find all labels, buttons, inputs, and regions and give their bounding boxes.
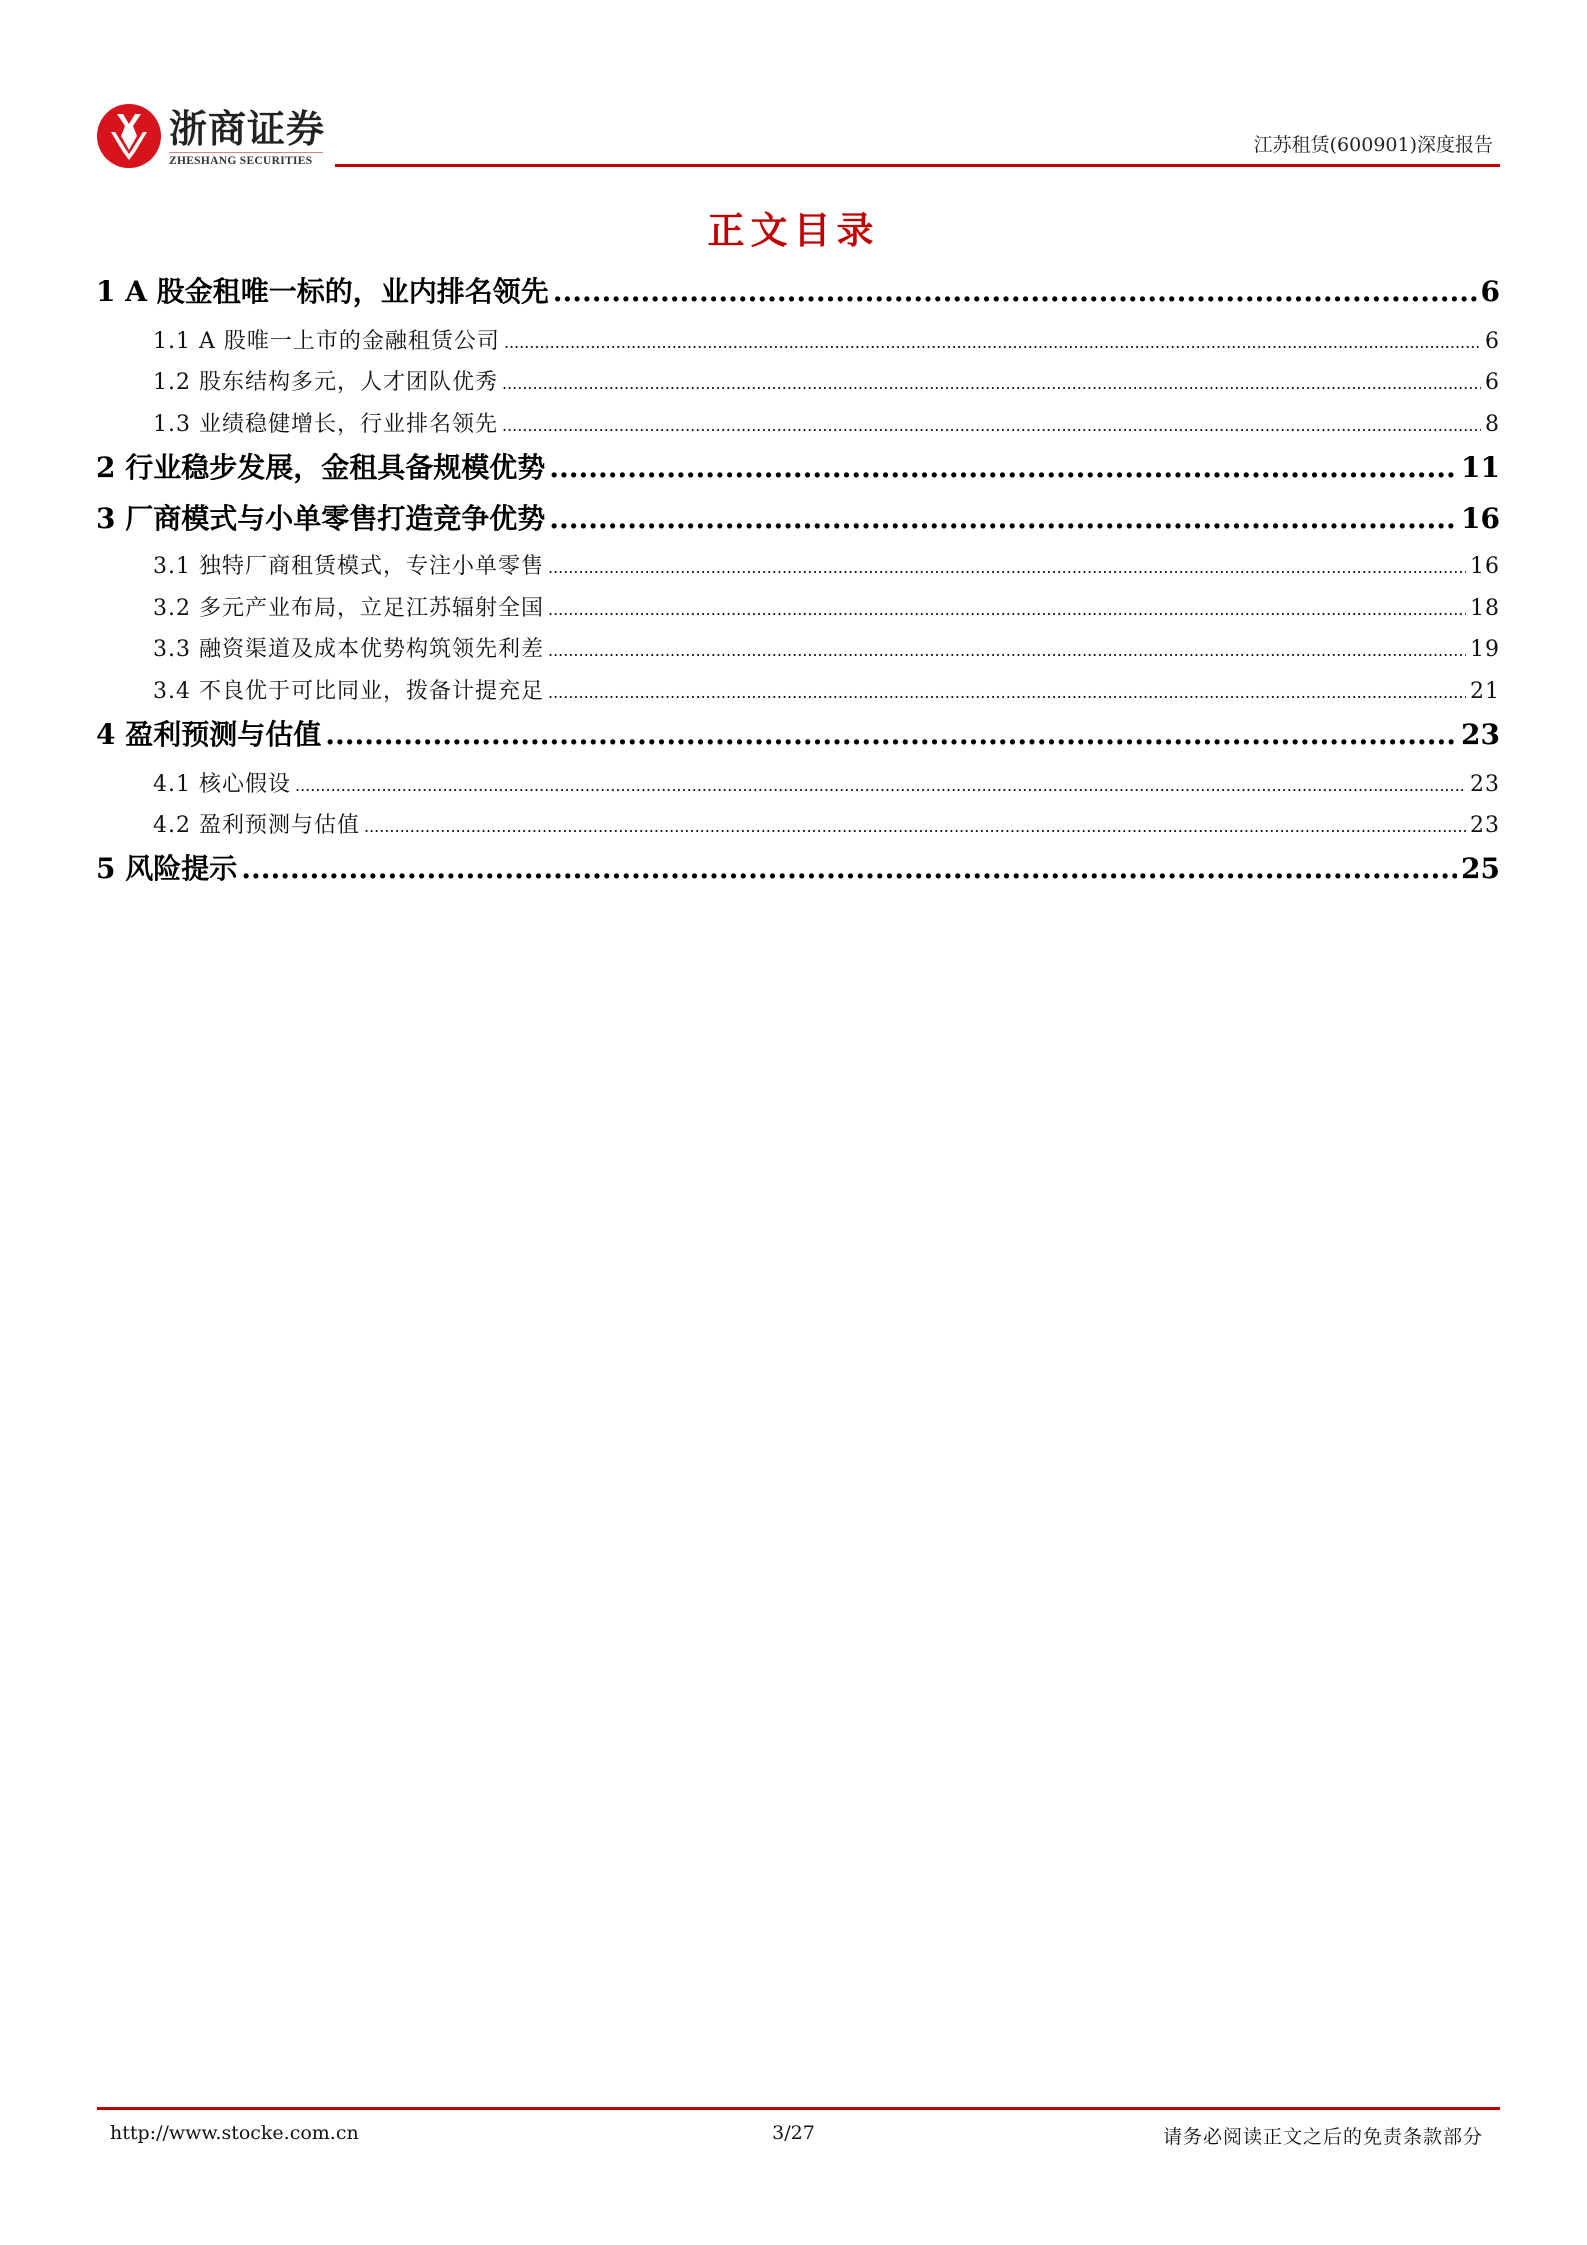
toc-entry[interactable] — [153, 674, 1500, 705]
dot-leader — [241, 852, 1457, 885]
dot-leader — [502, 374, 1481, 393]
toc-entry-page: 6 — [1485, 370, 1500, 395]
toc-entry[interactable] — [153, 591, 1500, 622]
dot-leader — [504, 333, 1481, 352]
footer-disclaimer: 请务必阅读正文之后的免责条款部分 — [1162, 2126, 1483, 2148]
footer-divider — [97, 2107, 1500, 2110]
toc-entry-label: 3.2 多元产业布局，立足江苏辐射全国 — [153, 596, 544, 621]
toc-entry-page: 8 — [1485, 412, 1500, 437]
dot-leader — [549, 451, 1457, 484]
toc-entry-page: 23 — [1461, 718, 1500, 751]
toc-entry-label: 1 A 股金租唯一标的，业内排名领先 — [96, 275, 549, 308]
toc-entry-page: 23 — [1470, 813, 1500, 838]
toc-entry-label: 3.3 融资渠道及成本优势构筑领先利差 — [153, 637, 544, 662]
toc-entry-page: 16 — [1461, 502, 1500, 535]
toc-entry[interactable] — [96, 847, 1500, 887]
toc-entry-label: 3.1 独特厂商租赁模式，专注小单零售 — [153, 554, 544, 579]
toc-entry-label: 4.1 核心假设 — [153, 772, 291, 797]
toc-entry-page: 16 — [1470, 554, 1500, 579]
dot-leader — [295, 776, 1466, 795]
toc-entry[interactable] — [96, 446, 1500, 486]
logo-mark-icon — [97, 104, 161, 168]
toc-entry-page: 6 — [1480, 275, 1500, 308]
toc-entry[interactable] — [153, 407, 1500, 438]
toc-entry[interactable] — [153, 549, 1500, 580]
toc-entry-page: 18 — [1470, 596, 1500, 621]
dot-leader — [548, 600, 1466, 619]
toc-entry-label: 3 厂商模式与小单零售打造竞争优势 — [96, 502, 546, 535]
page-number: 3/27 — [772, 2122, 815, 2144]
footer-url[interactable]: http://www.stocke.com.cn — [110, 2122, 359, 2144]
logo-text-cn: 浙商证券 — [169, 107, 326, 151]
header-divider — [335, 164, 1500, 167]
dot-leader — [553, 275, 1477, 308]
toc-entry[interactable] — [153, 632, 1500, 663]
toc-entry-page: 19 — [1470, 637, 1500, 662]
toc-entry-label: 5 风险提示 — [96, 852, 238, 885]
toc-entry-label: 4 盈利预测与估值 — [96, 718, 322, 751]
toc-title: 正文目录 — [707, 208, 880, 252]
logo-text-en: ZHESHANG SECURITIES — [169, 155, 313, 167]
toc-entry[interactable] — [153, 767, 1500, 798]
dot-leader — [548, 558, 1466, 577]
dot-leader — [325, 718, 1457, 751]
logo-divider — [169, 152, 323, 153]
toc-entry[interactable] — [96, 270, 1500, 310]
toc-entry-page: 25 — [1461, 852, 1500, 885]
dot-leader — [548, 683, 1466, 702]
toc-entry[interactable] — [153, 808, 1500, 839]
report-title: 江苏租赁(600901)深度报告 — [1253, 134, 1493, 156]
dot-leader — [502, 416, 1481, 435]
company-logo — [97, 102, 332, 170]
toc-entry-page: 23 — [1470, 772, 1500, 797]
toc-entry[interactable] — [153, 324, 1500, 355]
toc-entry-label: 3.4 不良优于可比同业，拨备计提充足 — [153, 679, 544, 704]
toc-entry[interactable] — [153, 365, 1500, 396]
dot-leader — [548, 641, 1466, 660]
dot-leader — [549, 502, 1457, 535]
toc-entry-label: 1.3 业绩稳健增长，行业排名领先 — [153, 412, 498, 437]
toc-entry-page: 11 — [1461, 451, 1500, 484]
toc-entry-page: 6 — [1485, 329, 1500, 354]
dot-leader — [364, 817, 1466, 836]
toc-entry-label: 1.2 股东结构多元，人才团队优秀 — [153, 370, 498, 395]
toc-entry[interactable] — [96, 713, 1500, 753]
toc-entry-label: 1.1 A 股唯一上市的金融租赁公司 — [153, 329, 500, 354]
toc-entry-label: 2 行业稳步发展，金租具备规模优势 — [96, 451, 546, 484]
toc-entry[interactable] — [96, 497, 1500, 537]
toc-entry-label: 4.2 盈利预测与估值 — [153, 813, 360, 838]
toc-entry-page: 21 — [1470, 679, 1500, 704]
